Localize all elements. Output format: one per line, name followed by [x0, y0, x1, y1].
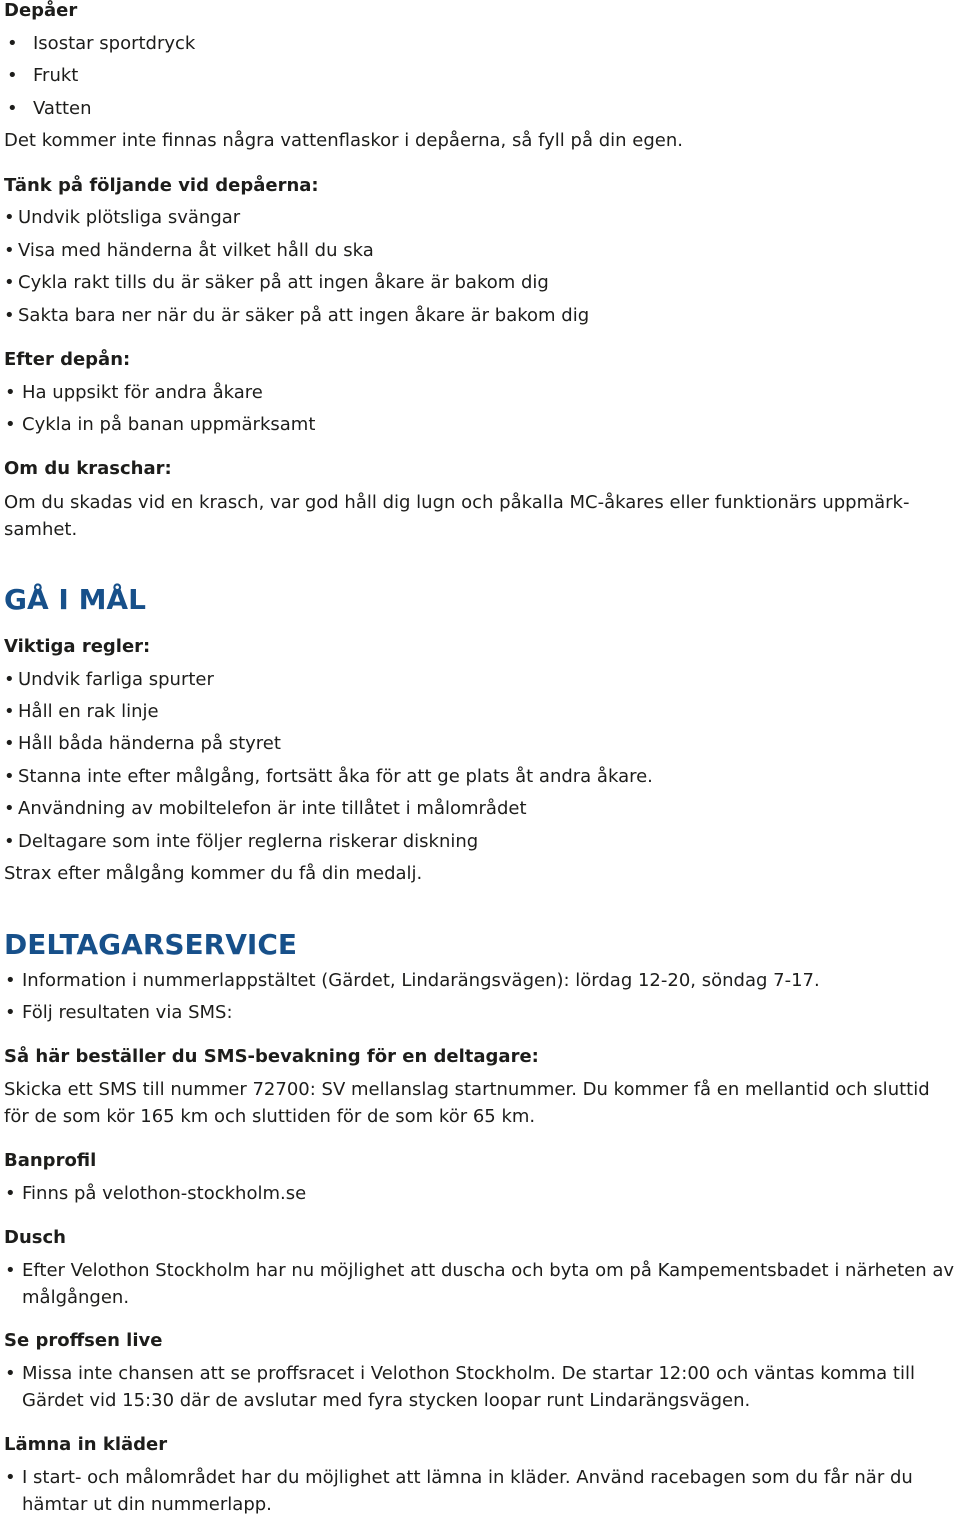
list-item: • Finns på velothon-stockholm.se — [4, 1181, 306, 1207]
list-item: • Stanna inte efter målgång, fortsätt åka för att ge plats åt andra åkare. — [4, 764, 653, 790]
mal-heading: Viktiga regler: — [4, 636, 151, 657]
list-item: • Cykla rakt tills du är säker på att ingen åkare är bakom dig — [4, 270, 549, 296]
list-item: • Ha uppsikt för andra åkare — [4, 380, 263, 406]
list-item: • Vatten — [4, 96, 92, 122]
efter-heading: Efter depån: — [4, 349, 131, 370]
dusch-heading: Dusch — [4, 1227, 66, 1248]
list-item: • Följ resultaten via SMS: — [4, 1000, 233, 1026]
mal-note: Strax efter målgång kommer du få din medalj. — [4, 863, 423, 884]
section-title-service: DELTAGARSERVICE — [4, 928, 298, 961]
krasch-heading: Om du kraschar: — [4, 458, 172, 479]
depaer-heading: Depåer — [4, 0, 78, 21]
list-item: • Frukt — [4, 63, 78, 89]
krasch-text: Om du skadas vid en krasch, var god håll dig lugn och påkalla MC-åkares eller funktionärs uppmärk-samhet. — [4, 492, 910, 540]
klader-heading: Lämna in kläder — [4, 1434, 168, 1455]
section-title-mal: GÅ I MÅL — [4, 583, 146, 616]
list-item: • I start- och målområdet har du möjlighet att lämna in kläder. Använd racebagen som du får när du hämtar ut din nummerlapp. — [4, 1464, 958, 1518]
sms-heading: Så här beställer du SMS-bevakning för en deltagare: — [4, 1046, 539, 1067]
list-item: • Håll båda händerna på styret — [4, 731, 281, 757]
list-item: • Håll en rak linje — [4, 699, 159, 725]
list-item: • Isostar sportdryck — [4, 31, 195, 57]
list-item: • Information i nummerlappstältet (Gärdet, Lindarängsvägen): lördag 12-20, söndag 7-17. — [4, 968, 820, 994]
list-item: • Sakta bara ner när du är säker på att ingen åkare är bakom dig — [4, 303, 589, 329]
sms-text: Skicka ett SMS till nummer 72700: SV mellanslag startnummer. Du kommer få en mellantid och sluttid för de som kör 165 km och sluttiden för de som kör 65 km. — [4, 1079, 930, 1127]
list-item: • Visa med händerna åt vilket håll du ska — [4, 238, 374, 264]
proffs-heading: Se proffsen live — [4, 1330, 163, 1351]
list-item: • Undvik plötsliga svängar — [4, 205, 240, 231]
depaer-note: Det kommer inte finnas några vattenflaskor i depåerna, så fyll på din egen. — [4, 130, 683, 151]
list-item: • Deltagare som inte följer reglerna riskerar diskning — [4, 829, 478, 855]
list-item: • Undvik farliga spurter — [4, 667, 214, 693]
tank-heading: Tänk på följande vid depåerna: — [4, 175, 319, 196]
banprofil-heading: Banprofil — [4, 1150, 97, 1171]
list-item: • Användning av mobiltelefon är inte tillåtet i målområdet — [4, 796, 527, 822]
list-item: • Missa inte chansen att se proffsracet i Velothon Stockholm. De startar 12:00 och väntas komma till Gärdet vid 15:30 där de avslutar med fyra stycken loopar runt Lindarängsvägen. — [4, 1360, 958, 1414]
list-item: • Efter Velothon Stockholm har nu möjlighet att duscha och byta om på Kampementsbadet i närheten av målgången. — [4, 1257, 958, 1311]
list-item: • Cykla in på banan uppmärksamt — [4, 412, 315, 438]
